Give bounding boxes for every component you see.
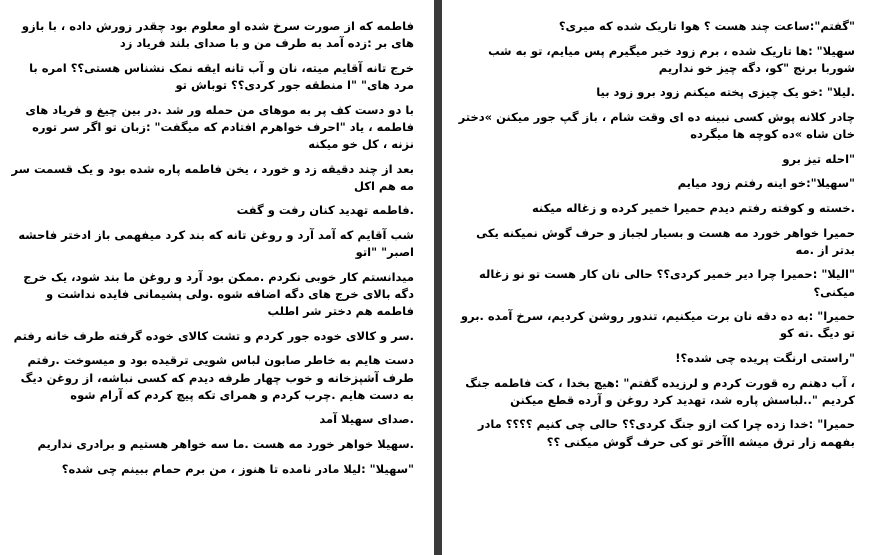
- paragraph: حمیرا خواهر خورد مه هست و بسیار لجباز و حرف گوش نمیکنه یکی بدتر از .مه: [476, 225, 855, 257]
- right-page: [442, 0, 885, 555]
- paragraph: سهیلا" :ها تاریک شده ، برم زود خبر میگیرم پس میایم، تو به شب شوربا برنج "کو، دگه چیز خو نداریم: [488, 43, 855, 75]
- paragraph: .خسته و کوفته رفتم دیدم حمیرا خمیر کرده و زغاله میکنه: [531, 200, 855, 215]
- paragraph: چادر کلانه پوش کسی نبینه ده ای وقت شام ، باز گپ جور میکنن »دختر خان شاه »ده کوچه ها میگرده: [458, 109, 855, 142]
- paragraph: فاطمه که از صورت سرخ شده او معلوم بود چقدر زورش داده ، با بازو های بر :زده آمد به طرف من و با صدای بلند فریاد زد: [21, 19, 414, 51]
- paragraph: .صدای سهیلا آمد: [319, 412, 414, 427]
- page-divider: [434, 0, 442, 555]
- paragraph: دست هایم به خاطر صابون لباس شویی ترقیده بود و میسوخت .رفتم طرف آشپزخانه و خوب چهار طرفه دیدم که کسی نباشه، از روغن دیگ به دست هایم .چرب کردم و همرای تکه پیچ کردم که آرام شوه: [20, 353, 414, 402]
- paragraph: "راستی ارنگت پریده چی شده؟!: [675, 350, 855, 365]
- paragraph: .لیلا" :خو یک چیزی پخته میکنم زود برو زود بیا: [596, 85, 855, 100]
- paragraph: .سهیلا خواهر خورد مه هست .ما سه خواهر هستیم و برادری نداریم: [37, 436, 414, 451]
- left-page: [0, 0, 434, 555]
- paragraph: .سر و کالای خوده جور کردم و تشت کالای خوده گرفته طرف خانه رفتم: [13, 328, 414, 343]
- paragraph: حمیرا" :خدا زده چرا کت ازو جنگ کردی؟؟ حالی چی کنیم ؟؟؟؟ مادر بفهمه زار ترق میشه ااآخر تو کی حرف گوش میکنی ؟؟: [477, 417, 855, 449]
- paragraph: "سهیلا":خو اینه رفتم زود میایم: [677, 176, 855, 191]
- paragraph: با دو دست کف پر به موهای من حمله ور شد .در بین چیغ و فریاد های فاطمه ، یاد "احرف خواهرم افتادم که میگفت" :زبان تو اگر سر توره نزنه ، کل خو میکنه: [25, 102, 414, 151]
- paragraph: "گفتم":ساعت چند هست ؟ هوا تاریک شده که میری؟: [558, 19, 855, 33]
- paragraph: "احله تیز برو: [782, 151, 855, 166]
- paragraph: "الیلا" :حمیرا چرا دیر خمیر کردی؟؟ حالی نان کار هست تو نو زغاله میکنی؟: [479, 267, 855, 299]
- paragraph: حمیرا" :به ده دقه نان برت میکنیم، تندور روشن کردیم، سرخ آمده .برو تو دیگ .ته کو: [460, 309, 855, 341]
- paragraph: "سهیلا" :لیلا مادر نامده تا هنوز ، من برم حمام ببینم چی شده؟: [61, 461, 414, 476]
- paragraph: بعد از چند دقیقه زد و خورد ، یخن فاطمه پاره شده بود و یک قسمت سر مه هم اکل: [11, 161, 414, 193]
- paragraph: شب آقایم که آمد آرد و روغن تانه که بند کرد میفهمی باز ادختر فاحشه اصبر" "اتو: [18, 227, 414, 260]
- paragraph: .فاطمه تهدید کنان رفت و گفت: [236, 203, 414, 218]
- paragraph: خرج تانه آقایم میته، نان و آب تانه ایقه نمک نشناس هستی؟؟ امره با مرد های" "ا منطقه جور کردی؟؟ توباش تو: [29, 60, 414, 92]
- paragraph: ، آب دهنم ره قورت کردم و لرزیده گفتم" :هیچ بخدا ، کت فاطمه جنگ کردیم "..لباسش پاره شد، تهدید کرد روغن و آرده قطع میکنن: [465, 375, 855, 407]
- paragraph: میدانستم کار خوبی نکردم .ممکن بود آرد و روغن ما بند شود، یک خرج دگه بالای خرج های دگه اضافه شوه .ولی پشیمانی فایده نداشت و فاطمه هم دختر شر اطلب: [23, 269, 414, 319]
